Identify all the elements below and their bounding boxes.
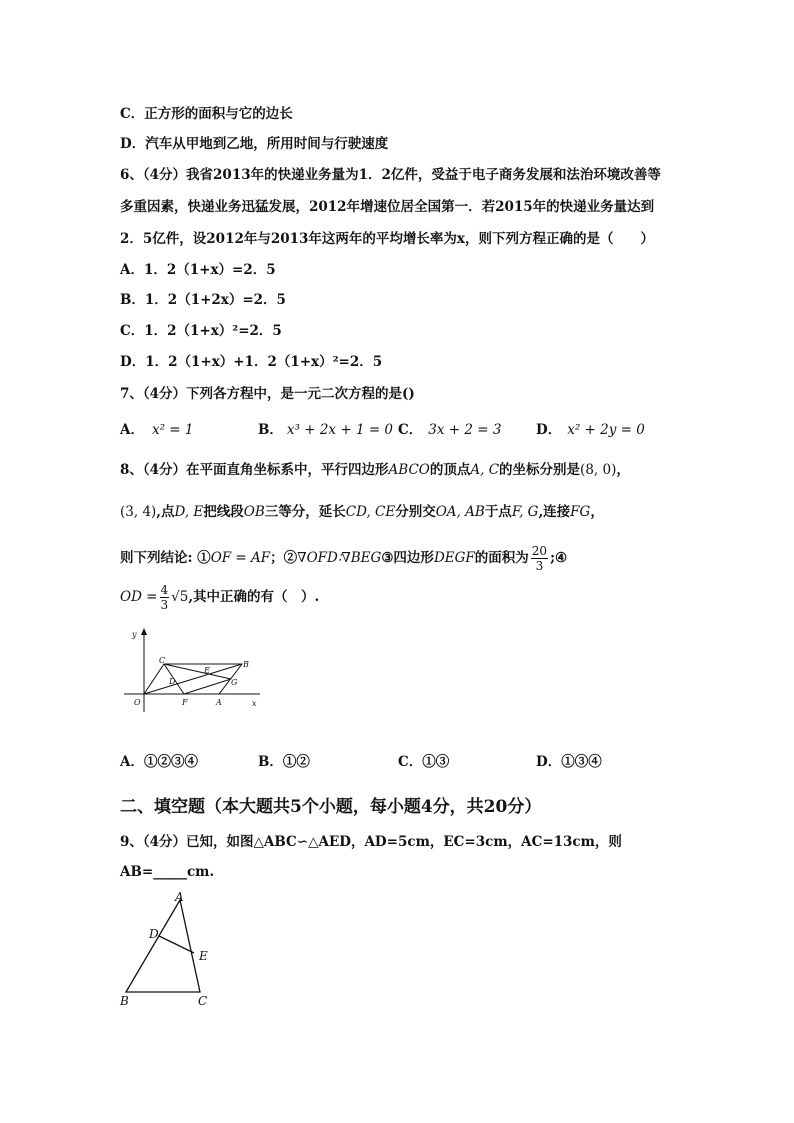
q6-stem-line2: 多重因素，快递业务迅猛发展，2012年增速位居全国第一．若2015年的快递业务量达到 — [120, 199, 655, 215]
q7-option-a: A． x² = 1 — [120, 422, 194, 438]
q6-option-b: B．1．2（1+2x）=2．5 — [120, 292, 286, 308]
label-d: D — [169, 677, 176, 686]
q7-stem: 7、（4分）下列各方程中，是一元二次方程的是() — [120, 386, 415, 402]
label-c: C — [159, 656, 166, 665]
label-o: O — [134, 698, 141, 707]
q8-stem-line4: OD = $\frac{4}{3}$ √5,其中正确的有（ ）. — [120, 583, 320, 612]
segment-fg — [184, 679, 231, 694]
q8-option-c: C．①③ — [398, 754, 450, 770]
label-f: F — [182, 698, 188, 707]
q6-option-a: A．1．2（1+x）=2．5 — [120, 262, 276, 278]
label-b: B — [120, 994, 129, 1008]
q8-option-d: D．①③④ — [536, 754, 602, 770]
q8-option-b: B．①② — [258, 754, 310, 770]
label-c: C — [198, 994, 208, 1008]
label-b: B — [243, 660, 249, 669]
label-y: y — [132, 630, 137, 639]
q9-stem-line1: 9、（4分）已知，如图△ABC∽△AED，AD=5cm，EC=3cm，AC=13cm，则 — [120, 834, 622, 850]
label-g: G — [231, 678, 238, 687]
q8-figure — [118, 626, 268, 716]
q9-stem-line2: AB=_____cm. — [120, 864, 215, 880]
q6-stem-line1: 6、（4分）我省2013年的快递业务量为1．2亿件，受益于电子商务发展和法治环境改善等 — [120, 167, 661, 183]
q6-stem-line3: 2．5亿件，设2012年与2013年这两年的平均增长率为x，则下列方程正确的是（ ） — [120, 231, 654, 247]
segment-ob — [144, 664, 242, 694]
q5-option-c: C．正方形的面积与它的边长 — [120, 106, 293, 122]
q8-stem-line1: 8、（4分）在平面直角坐标系中，平行四边形ABCO的顶点A, C的坐标分别是(8, 0)， — [120, 462, 630, 478]
q8-option-a: A．①②③④ — [120, 754, 198, 770]
q8-stem-line2: (3, 4),点D, E把线段OB三等分，延长CD, CE分别交OA, AB于点F, G,连接FG， — [120, 504, 604, 520]
q5-option-d: D．汽车从甲地到乙地，所用时间与行驶速度 — [120, 136, 389, 152]
triangle-abc — [126, 900, 200, 992]
q8-stem-line3: 则下列结论: ①OF = AF；②∇OFD∶∇BEG③四边形DEGF的面积为 $\frac{20}{3}$ ;④ — [120, 544, 568, 573]
q7-option-d: D． x² + 2y = 0 — [536, 422, 645, 438]
label-e: E — [204, 666, 210, 675]
q7-option-c: C． 3x + 2 = 3 — [398, 422, 502, 438]
label-x: x — [252, 699, 257, 708]
label-a: A — [175, 890, 184, 904]
y-axis-arrow — [141, 628, 147, 635]
q6-option-c: C．1．2（1+x）²=2．5 — [120, 323, 282, 339]
label-a: A — [216, 698, 222, 707]
q6-option-d: D．1．2（1+x）+1．2（1+x）²=2．5 — [120, 354, 383, 370]
label-e: E — [199, 949, 208, 963]
label-d: D — [149, 927, 159, 941]
section-2-title: 二、填空题（本大题共5个小题，每小题4分，共20分） — [120, 797, 542, 817]
q7-option-b: B． x³ + 2x + 1 = 0 — [258, 422, 394, 438]
fraction-4-3: $\frac{4}{3}$ — [160, 583, 169, 612]
fraction-20-3: $\frac{20}{3}$ — [531, 544, 548, 573]
q9-figure — [110, 888, 220, 1010]
